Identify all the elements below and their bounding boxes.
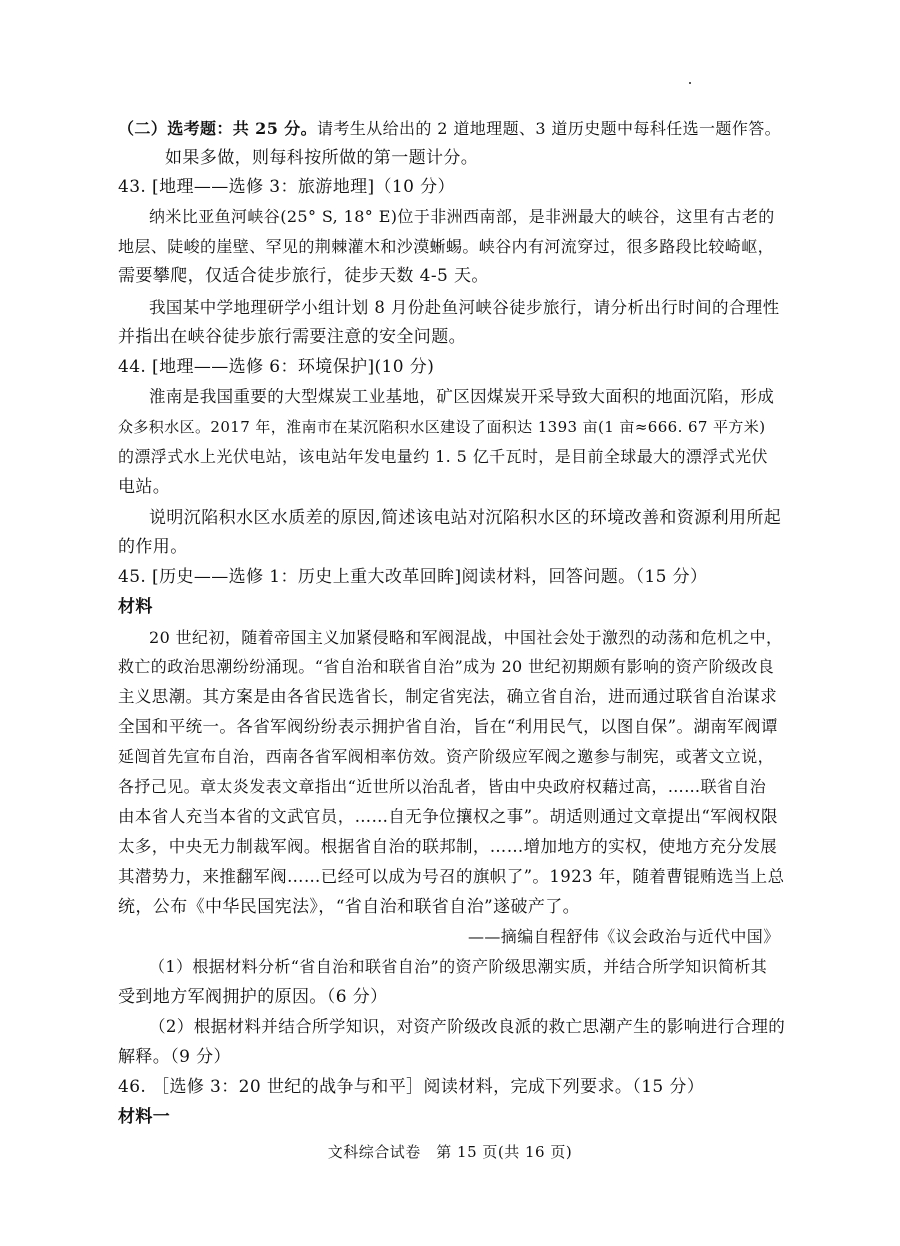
q44-p1-line: 淮南是我国重要的大型煤炭工业基地，矿区因煤炭开采导致大面积的地面沉陷，形成 bbox=[149, 387, 775, 406]
q46-title: 46. ［选修 3：20 世纪的战争与和平］阅读材料，完成下列要求。（15 分） bbox=[118, 1077, 705, 1097]
q43-title: 43. [地理——选修 3：旅游地理]（10 分） bbox=[118, 177, 455, 197]
q44-p1-line: 众多积水区。2017 年，淮南市在某沉陷积水区建设了面积达 1393 亩(1 亩≈666. 67 平方米) bbox=[118, 418, 766, 436]
q45-title: 45. [历史——选修 1：历史上重大改革回眸]阅读材料，回答问题。（15 分） bbox=[118, 567, 708, 587]
q45-material-line: 太多，中央无力制裁军阀。根据省自治的联邦制，……增加地方的实权，使地方充分发展 bbox=[118, 837, 778, 856]
q46-material-label: 材料一 bbox=[118, 1107, 171, 1127]
q45-material-line: 主义思潮。其方案是由各省民选省长，制定省宪法，确立省自治，进而通过联省自治谋求 bbox=[118, 687, 778, 706]
q45-sub1-line: 受到地方军阀拥护的原因。（6 分） bbox=[118, 987, 388, 1007]
q43-p2-line: 我国某中学地理研学小组计划 8 月份赴鱼河峡谷徒步旅行，请分析出行时间的合理性 bbox=[149, 298, 780, 317]
q43-p1-line: 需要攀爬，仅适合徒步旅行，徒步天数 4-5 天。 bbox=[118, 266, 489, 286]
q44-p2-line: 的作用。 bbox=[118, 537, 188, 557]
q44-title: 44. [地理——选修 6：环境保护](10 分) bbox=[118, 357, 435, 377]
section-heading bbox=[118, 118, 781, 140]
q45-material-line: 20 世纪初，随着帝国主义加紧侵略和军阀混战，中国社会处于激烈的动荡和危机之中， bbox=[149, 628, 783, 647]
page-footer: 文科综合试卷 第 15 页(共 16 页) bbox=[327, 1143, 573, 1161]
q45-sub2-line: （2）根据材料并结合所学知识，对资产阶级改良派的救亡思潮产生的影响进行合理的 bbox=[149, 1017, 786, 1036]
q44-p1-line: 的漂浮式水上光伏电站，该电站年发电量约 1. 5 亿千瓦时，是目前全球最大的漂浮式光伏 bbox=[118, 447, 768, 466]
q45-material-line: 救亡的政治思潮纷纷涌现。“省自治和联省自治”成为 20 世纪初期颇有影响的资产阶级改良 bbox=[118, 657, 775, 676]
q45-material-label: 材料 bbox=[118, 597, 153, 617]
q43-p1-line: 地层、陡峻的崖壁、罕见的荆棘灌木和沙漠蜥蜴。峡谷内有河流穿过，很多路段比较崎岖， bbox=[118, 237, 775, 256]
q45-sub2-line: 解释。（9 分） bbox=[118, 1047, 231, 1067]
q44-p1-line: 电站。 bbox=[118, 477, 171, 497]
q45-source: ——摘编自程舒伟《议会政治与近代中国》 bbox=[468, 927, 780, 946]
section-heading-line2: 如果多做，则每科按所做的第一题计分。 bbox=[165, 148, 479, 168]
q45-material-line: 由本省人充当本省的文武官员，……自无争位攘权之事”。胡适则通过文章提出“军阀权限 bbox=[118, 807, 778, 826]
section-heading-bold: （二）选考题：共 25 分。 bbox=[118, 119, 318, 138]
q45-material-line: 各抒己见。章太炎发表文章指出“近世所以治乱者，皆由中央政府权藉过高，……联省自治 bbox=[118, 777, 767, 796]
scan-speck bbox=[689, 82, 691, 84]
q45-sub1-line: （1）根据材料分析“省自治和联省自治”的资产阶级思潮实质，并结合所学知识简析其 bbox=[149, 957, 768, 976]
q44-p2-line: 说明沉陷积水区水质差的原因,简述该电站对沉陷积水区的环境改善和资源利用所起 bbox=[149, 508, 782, 528]
q45-material-line: 全国和平统一。各省军阀纷纷表示拥护省自治，旨在“利用民气，以图自保”。湖南军阀谭 bbox=[118, 717, 778, 736]
section-heading-rest: 请考生从给出的 2 道地理题、3 道历史题中每科任选一题作答。 bbox=[317, 119, 782, 138]
q43-p1-line: 纳米比亚鱼河峡谷(25° S, 18° E)位于非洲西南部，是非洲最大的峡谷，这里有古老的 bbox=[149, 207, 775, 226]
q43-p2-line: 并指出在峡谷徒步旅行需要注意的安全问题。 bbox=[118, 327, 466, 347]
q45-material-line: 其潜势力，来推翻军阀……已经可以成为号召的旗帜了”。1923 年，随着曹锟贿选当上总 bbox=[118, 867, 785, 886]
q45-material-line: 延闿首先宣布自治，西南各省军阀相率仿效。资产阶级应军阀之邀参与制宪，或著文立说， bbox=[118, 747, 775, 766]
q45-material-line: 统，公布《中华民国宪法》，“省自治和联省自治”遂破产了。 bbox=[118, 897, 581, 917]
